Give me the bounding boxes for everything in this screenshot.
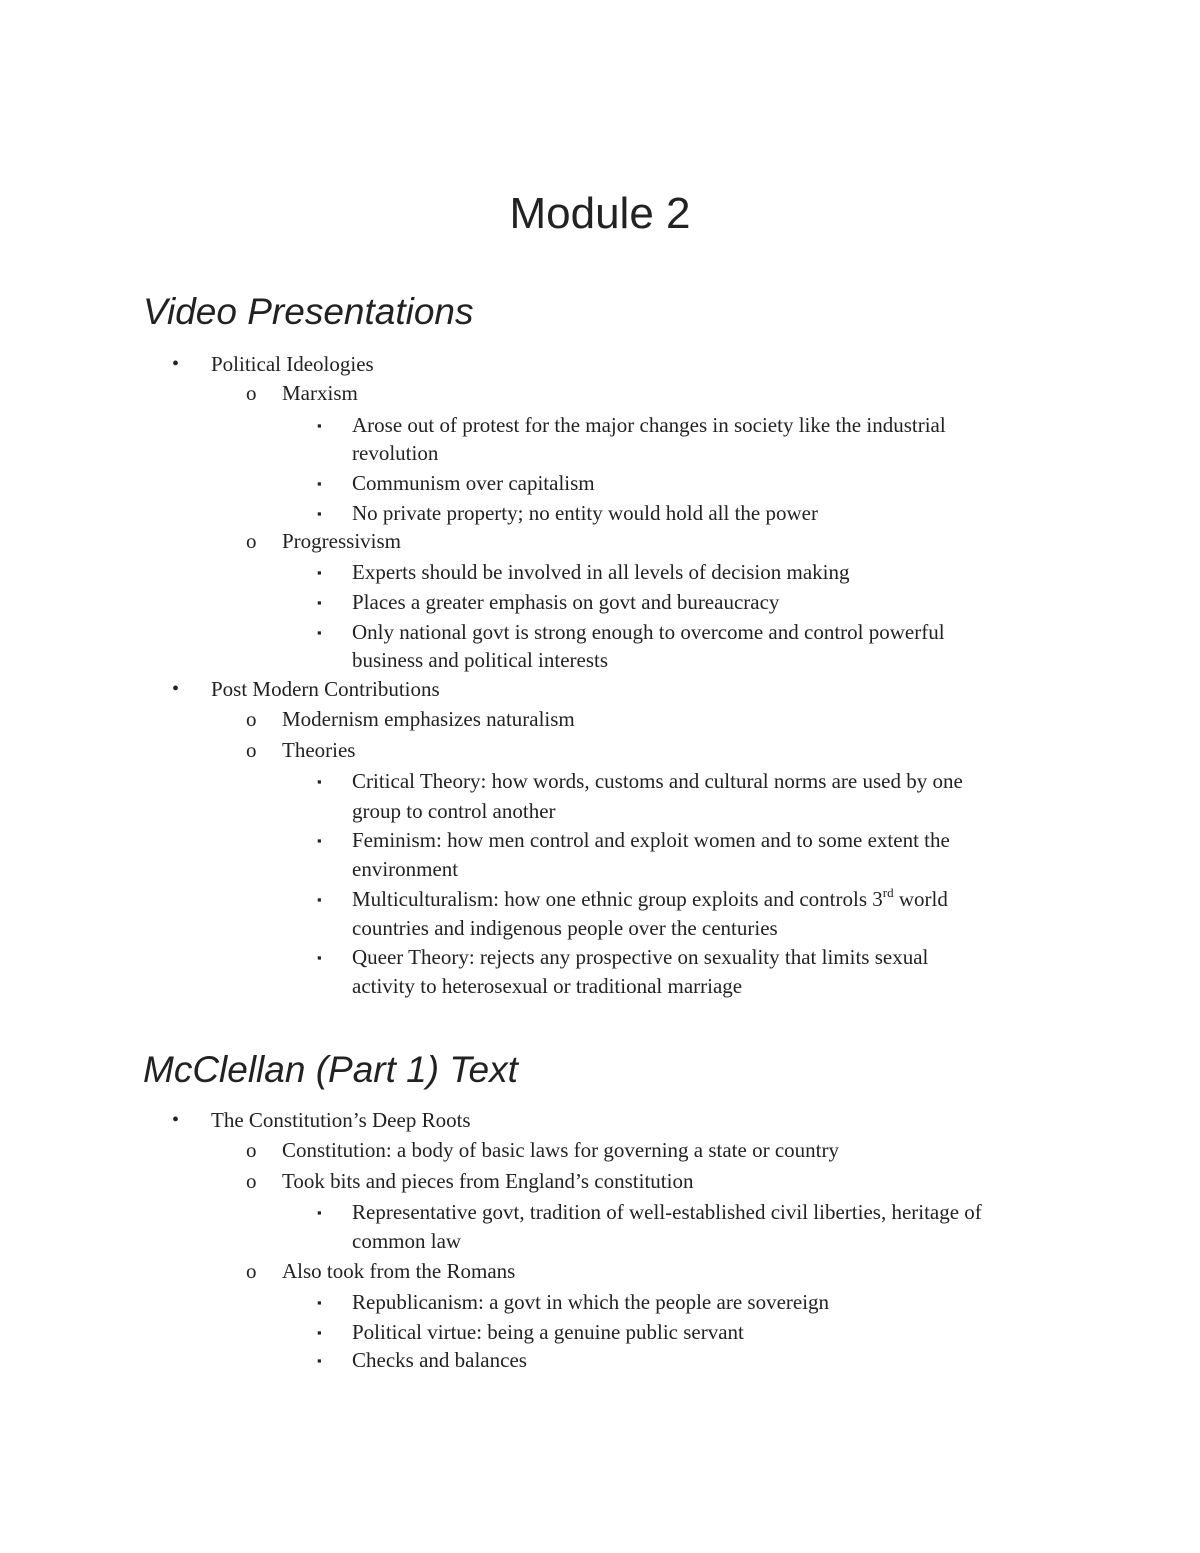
bullet-marker: ▪ bbox=[317, 774, 322, 789]
bullet-marker: o bbox=[246, 738, 257, 762]
superscript: rd bbox=[882, 885, 894, 900]
bullet-marker: • bbox=[172, 353, 180, 375]
list-item-theories: Theories bbox=[282, 738, 356, 762]
list-item-text: Political virtue: being a genuine public servant bbox=[352, 1320, 744, 1344]
text-segment: Multiculturalism: how one ethnic group exploits and controls 3 bbox=[352, 887, 883, 911]
list-item-text: Arose out of protest for the major changes in society like the industrial bbox=[352, 413, 946, 437]
list-item-continuation: business and political interests bbox=[352, 648, 609, 672]
bullet-marker: ▪ bbox=[317, 595, 322, 610]
bullet-marker: o bbox=[246, 529, 257, 553]
list-item-text: No private property; no entity would hold all the power bbox=[352, 501, 818, 525]
list-item-text: Took bits and pieces from England’s constitution bbox=[282, 1169, 694, 1193]
bullet-marker: o bbox=[246, 1169, 257, 1193]
list-item-text: Experts should be involved in all levels of decision making bbox=[352, 560, 850, 584]
bullet-marker: ▪ bbox=[317, 892, 322, 907]
list-item-continuation: countries and indigenous people over the centuries bbox=[352, 916, 778, 940]
bullet-marker: o bbox=[246, 707, 257, 731]
bullet-marker: ▪ bbox=[317, 418, 322, 433]
bullet-marker: • bbox=[172, 678, 180, 700]
list-item-text: Communism over capitalism bbox=[352, 471, 595, 495]
list-item-text: Queer Theory: rejects any prospective on sexuality that limits sexual bbox=[352, 945, 929, 969]
bullet-marker: ▪ bbox=[317, 506, 322, 521]
text-segment: world bbox=[893, 887, 948, 911]
page-title: Module 2 bbox=[509, 189, 691, 238]
bullet-marker: ▪ bbox=[317, 476, 322, 491]
list-item-text: Representative govt, tradition of well-established civil liberties, heritage of bbox=[352, 1200, 982, 1224]
bullet-marker: o bbox=[246, 381, 257, 405]
list-item-constitutions-deep-roots: The Constitution’s Deep Roots bbox=[211, 1108, 471, 1132]
list-item-text: Critical Theory: how words, customs and cultural norms are used by one bbox=[352, 769, 963, 793]
bullet-marker: ▪ bbox=[317, 1353, 322, 1368]
list-item-continuation: revolution bbox=[352, 441, 439, 465]
bullet-marker: • bbox=[172, 1109, 180, 1131]
list-item-marxism: Marxism bbox=[282, 381, 358, 405]
list-item-progressivism: Progressivism bbox=[282, 529, 402, 553]
list-item-continuation: activity to heterosexual or traditional marriage bbox=[352, 974, 743, 998]
list-item-post-modern-contributions: Post Modern Contributions bbox=[211, 677, 440, 701]
bullet-marker: o bbox=[246, 1138, 257, 1162]
section-heading-mcclellan: McClellan (Part 1) Text bbox=[143, 1049, 518, 1090]
list-item-political-ideologies: Political Ideologies bbox=[211, 352, 374, 376]
bullet-marker: ▪ bbox=[317, 1205, 322, 1220]
section-heading-video-presentations: Video Presentations bbox=[143, 291, 474, 332]
bullet-marker: ▪ bbox=[317, 1295, 322, 1310]
list-item-text bbox=[352, 885, 948, 914]
bullet-marker: ▪ bbox=[317, 625, 322, 640]
bullet-marker: ▪ bbox=[317, 833, 322, 848]
bullet-marker: ▪ bbox=[317, 950, 322, 965]
list-item-modernism: Modernism emphasizes naturalism bbox=[282, 707, 575, 731]
list-item-text: Feminism: how men control and exploit women and to some extent the bbox=[352, 828, 950, 852]
list-item-continuation: group to control another bbox=[352, 799, 556, 823]
bullet-marker: ▪ bbox=[317, 1325, 322, 1340]
list-item-text: Constitution: a body of basic laws for governing a state or country bbox=[282, 1138, 839, 1162]
bullet-marker: o bbox=[246, 1259, 257, 1283]
list-item-continuation: environment bbox=[352, 857, 459, 881]
list-item-continuation: common law bbox=[352, 1229, 462, 1253]
list-item-text: Republicanism: a govt in which the people are sovereign bbox=[352, 1290, 830, 1314]
list-item-text: Only national govt is strong enough to overcome and control powerful bbox=[352, 620, 945, 644]
bullet-marker: ▪ bbox=[317, 565, 322, 580]
list-item-text: Places a greater emphasis on govt and bureaucracy bbox=[352, 590, 780, 614]
list-item-text: Checks and balances bbox=[352, 1348, 527, 1372]
list-item-text: Also took from the Romans bbox=[282, 1259, 516, 1283]
